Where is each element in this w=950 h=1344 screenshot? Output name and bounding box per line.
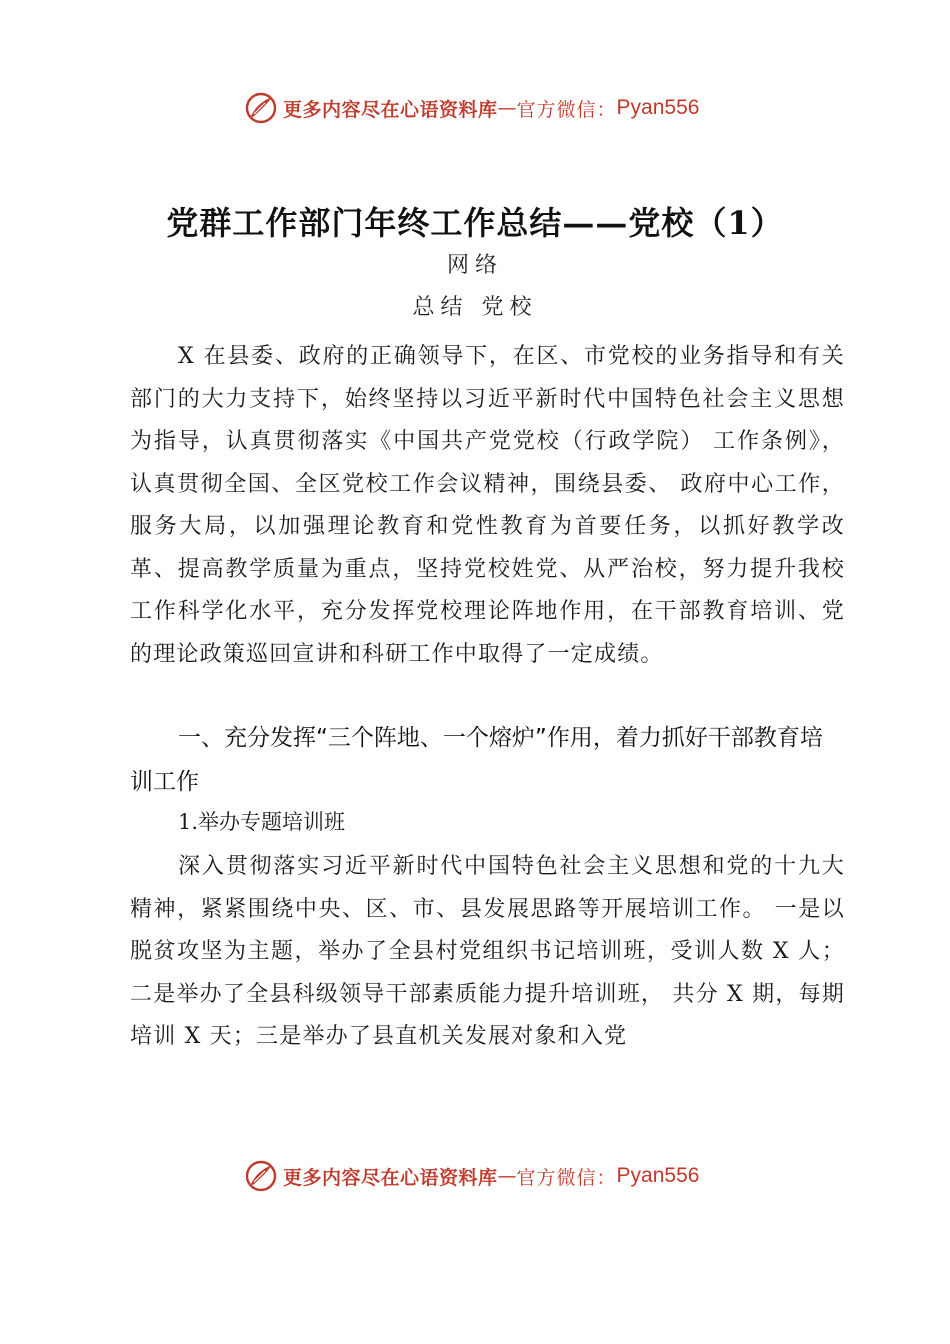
header-banner [245,88,699,128]
banner-wechat-label: 官方微信： [516,1166,617,1189]
banner-dash: — [497,97,517,119]
banner-wechat-id: Pyan556 [616,1164,700,1187]
section-heading: 一、充分发挥“三个阵地、一个熔炉”作用，着力抓好干部教育培训工作 [130,725,823,795]
document-subtitle-tags: 总结 党校 [412,295,538,320]
banner-dash: — [497,1165,517,1187]
quill-logo-icon [245,1160,277,1192]
banner-brand-text: 更多内容尽在心语资料库 [283,98,498,121]
banner-wechat-id: Pyan556 [616,96,700,119]
footer-banner [245,1156,699,1196]
banner-wechat-label: 官方微信： [516,98,617,121]
banner-brand-text: 更多内容尽在心语资料库 [283,1166,498,1189]
subsection-heading: 1.举办专题培训班 [178,810,346,834]
document-title: 党群工作部门年终工作总结——党校（1） [166,204,784,242]
training-paragraph: 深入贯彻落实习近平新时代中国特色社会主义思想和党的十九大精神，紧紧围绕中央、区、市、县发展思路等开展培训工作。 一是以脱贫攻坚为主题，举办了全县村党组织书记培训班，受训人数 X 人；二是举办了全县科级领导干部素质能力提升培训班， 共分 X 期，每期培训 X 天；三是举办了县直机关发展对象和入党 [130,854,845,1049]
document-subtitle-source: 网络 [446,253,503,278]
intro-paragraph: X 在县委、政府的正确领导下，在区、市党校的业务指导和有关部门的大力支持下，始终坚持以习近平新时代中国特色社会主义思想为指导，认真贯彻落实《中国共产党党校（行政学院） 工作条例》，认真贯彻全国、全区党校工作会议精神，围绕县委、 政府中心工作，服务大局，以加强理论教育和党性教育为首要任务，以抓好教学改革、提高教学质量为重点，坚持党校姓党、从严治校，努力提升我校工作科学化水平，充分发挥党校理论阵地作用，在干部教育培训、党的理论政策巡回宣讲和科研工作中取得了一定成绩。 [130,344,845,667]
quill-logo-icon [245,92,277,124]
